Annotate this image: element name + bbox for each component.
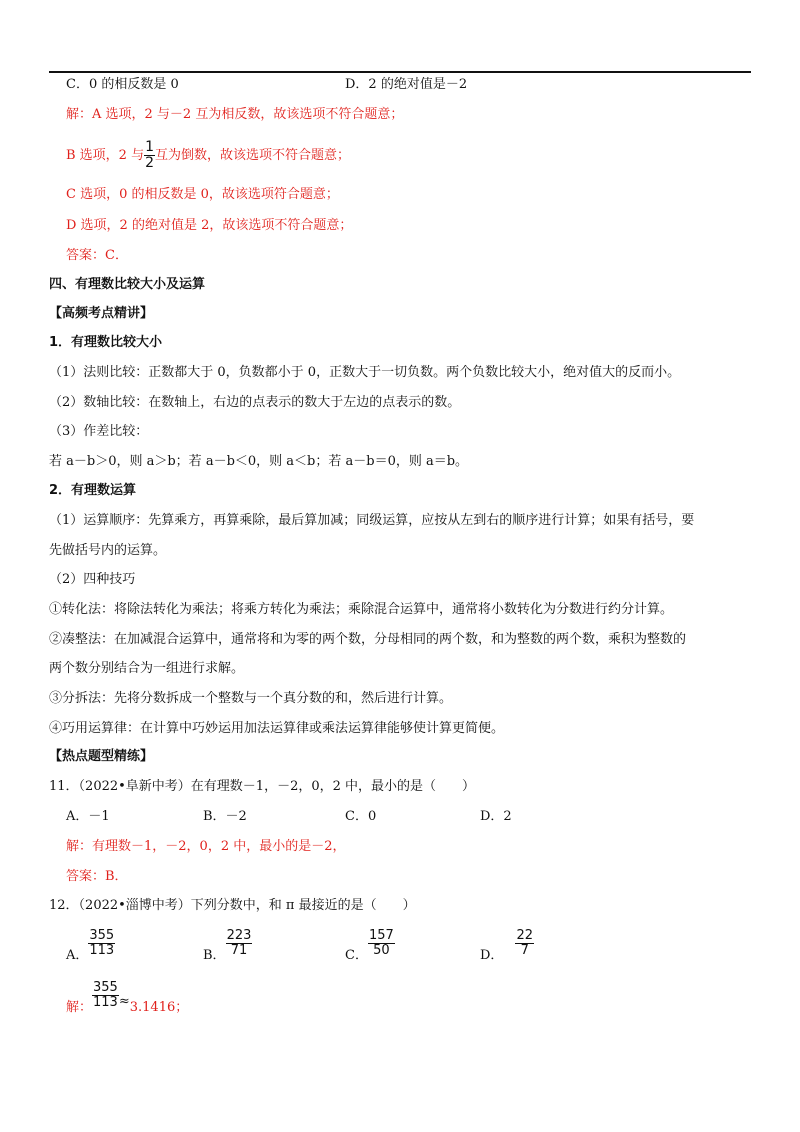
- para-diff-cases: 若 a－b＞0，则 a＞b；若 a－b＜0，则 a＜b；若 a－b＝0，则 a＝b。: [49, 454, 469, 469]
- q11-option-d: D．2: [480, 809, 512, 824]
- q12-option-b: [203, 924, 252, 976]
- q12-option-c-label: C．: [345, 948, 368, 963]
- para-tip-split: ③分拆法：先将分数拆成一个整数与一个真分数的和，然后进行计算。: [49, 691, 453, 706]
- approx-sign: ≈: [118, 994, 130, 1009]
- para-tip-convert: ①转化法：将除法转化为乘法；将乘方转化为乘法；乘除混合运算中，通常将小数转化为分数进行约分计算。: [49, 602, 674, 617]
- header-rule: [49, 71, 751, 73]
- q12-option-c: [345, 924, 395, 976]
- fraction-denominator: 50: [373, 943, 390, 958]
- fraction-numerator: 355: [93, 980, 118, 995]
- q12-option-d-label: D．: [480, 948, 504, 963]
- fraction-denominator: 113: [89, 943, 115, 958]
- para-tip-group-line2: 两个数分别结合为一组进行求解。: [49, 661, 245, 676]
- q12-solution-fraction: [92, 981, 119, 1010]
- q12-option-d-fraction: [515, 929, 534, 958]
- q11-option-b: B．－2: [203, 809, 247, 824]
- q12-option-d: [480, 924, 534, 976]
- q12-stem: 12．（2022•淄博中考）下列分数中，和 π 最接近的是（ ）: [49, 898, 416, 913]
- q12-option-a-label: A．: [66, 948, 89, 963]
- q11-stem: 11．（2022•阜新中考）在有理数－1，－2，0，2 中，最小的是（ ）: [49, 779, 476, 794]
- q12-option-b-fraction: [226, 929, 253, 958]
- fraction-denominator: 7: [520, 943, 529, 958]
- q11-answer: 答案：B．: [66, 869, 128, 884]
- option-c-prev: C．0 的相反数是 0: [66, 77, 179, 92]
- fraction-numerator: 157: [368, 928, 394, 943]
- fraction-denominator: 71: [230, 943, 248, 958]
- q11-option-c: C．0: [345, 809, 377, 824]
- para-rule-compare: （1）法则比较：正数都大于 0，负数都小于 0，正数大于一切负数。两个负数比较大小，绝对值大的反而小。: [49, 365, 681, 380]
- solution-line-a: 解：A 选项，2 与－2 互为相反数，故该选项不符合题意；: [66, 107, 404, 122]
- fraction-numerator: 223: [226, 928, 252, 943]
- solution-line-c: C 选项，0 的相反数是 0，故该选项符合题意；: [66, 187, 339, 202]
- para-axis-compare: （2）数轴比较：在数轴上，右边的点表示的数大于左边的点表示的数。: [49, 395, 461, 410]
- heading-compare: 1．有理数比较大小: [49, 335, 163, 350]
- solution-line-b-prefix: B 选项，2 与: [66, 148, 145, 163]
- q12-solution-value: 3.1416；: [129, 1000, 189, 1015]
- answer-prev: 答案：C．: [66, 248, 128, 263]
- para-order-line1: （1）运算顺序：先算乘方，再算乘除，最后算加减；同级运算，应按从左到右的顺序进行计算；如果有括号，要: [49, 513, 695, 528]
- fraction-numerator: 22: [516, 928, 533, 943]
- q11-option-a: A．－1: [66, 809, 110, 824]
- para-order-line2: 先做括号内的运算。: [49, 543, 167, 558]
- fraction-numerator: 1: [145, 139, 155, 155]
- q11-solution: 解：有理数－1，－2，0，2 中，最小的是－2，: [66, 839, 346, 854]
- subtitle-key-points: 【高频考点精讲】: [49, 306, 154, 321]
- subtitle-practice: 【热点题型精练】: [49, 749, 154, 764]
- solution-line-b-suffix: 互为倒数，故该选项不符合题意；: [155, 148, 351, 163]
- section-title: 四、有理数比较大小及运算: [49, 277, 206, 292]
- q12-option-b-label: B．: [203, 948, 226, 963]
- solution-line-d: D 选项，2 的绝对值是 2，故该选项不符合题意；: [66, 218, 353, 233]
- para-tip-laws: ④巧用运算律：在计算中巧妙运用加法运算律或乘法运算律能够使计算更简便。: [49, 721, 505, 736]
- heading-operations: 2．有理数运算: [49, 483, 137, 498]
- q12-option-a-fraction: [88, 929, 115, 958]
- q12-solution: [66, 976, 188, 1028]
- fraction-numerator: 355: [89, 928, 115, 943]
- para-four-tips: （2）四种技巧: [49, 572, 136, 587]
- option-d-prev: D．2 的绝对值是－2: [345, 77, 468, 92]
- para-tip-group-line1: ②凑整法：在加减混合运算中，通常将和为零的两个数，分母相同的两个数，和为整数的两个数，乘积为整数的: [49, 632, 687, 647]
- solution-line-b: [66, 134, 350, 178]
- fraction-denominator: 113: [93, 995, 118, 1010]
- para-diff-compare: （3）作差比较：: [49, 424, 149, 439]
- q12-option-c-fraction: [368, 929, 395, 958]
- q12-solution-label: 解：: [66, 1000, 93, 1015]
- fraction-one-half: [144, 140, 155, 171]
- fraction-denominator: 2: [145, 155, 155, 171]
- q12-option-a: [66, 924, 115, 976]
